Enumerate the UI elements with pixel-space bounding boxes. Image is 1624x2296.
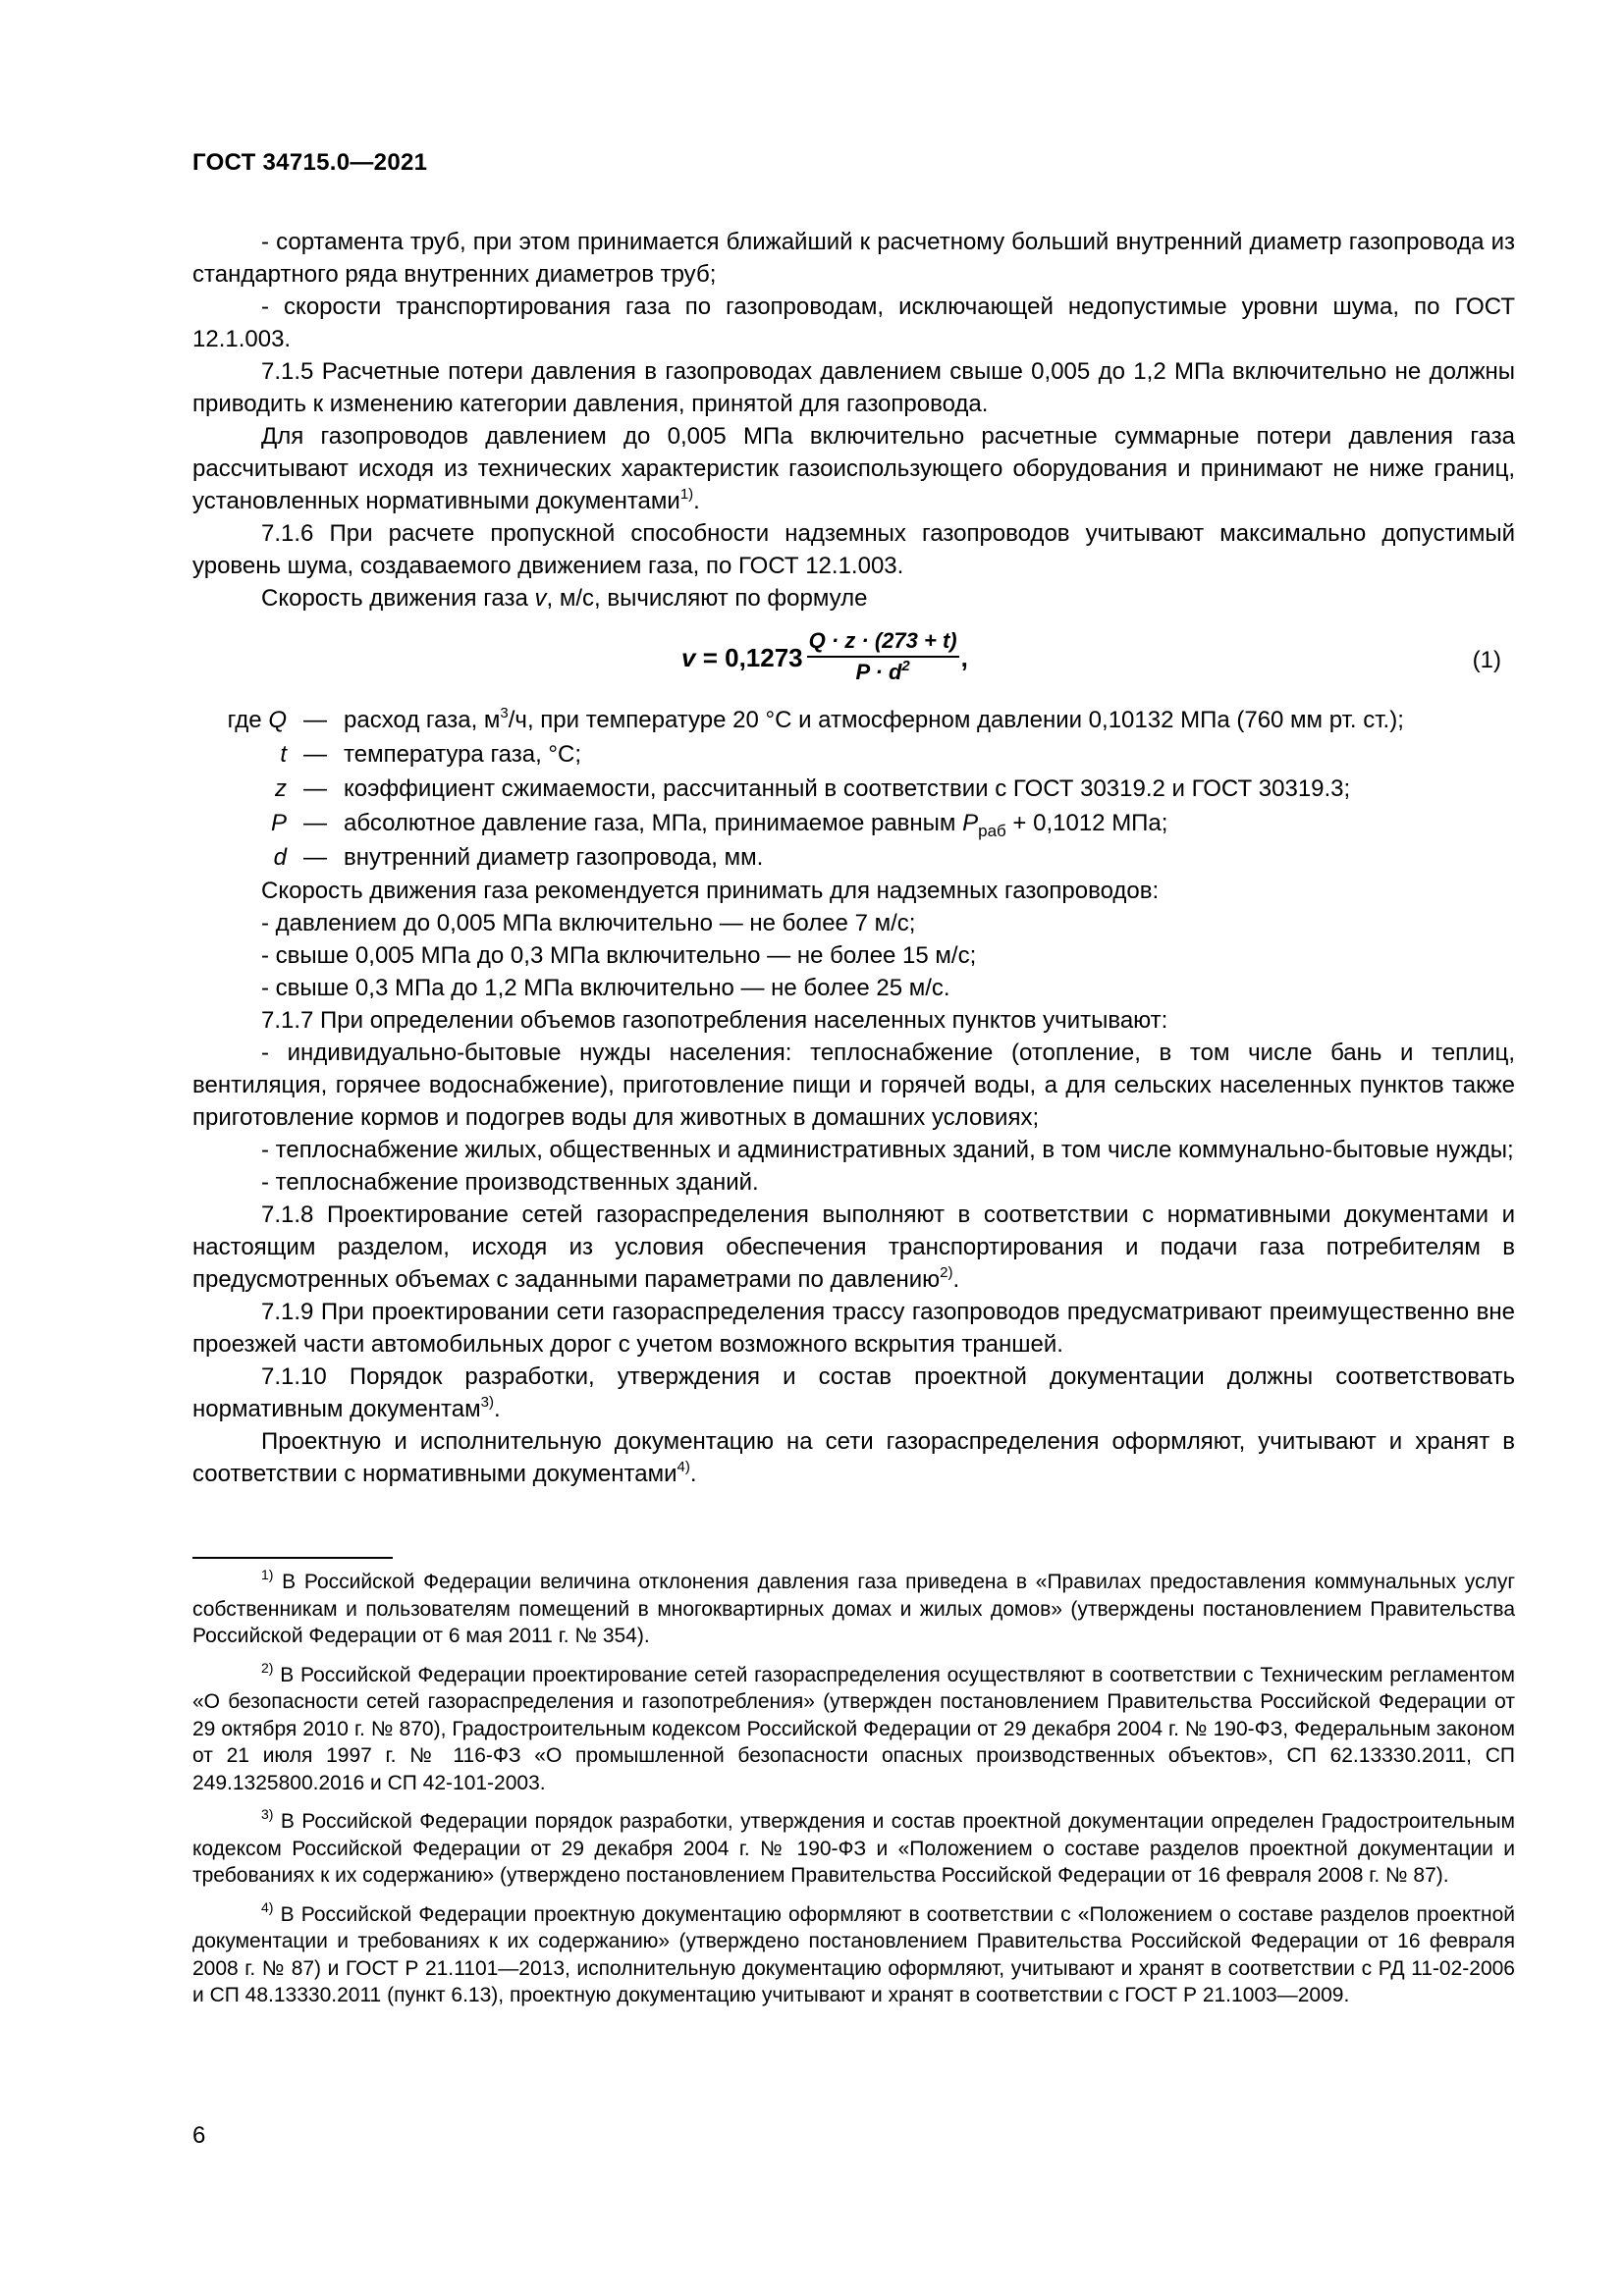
paragraph-7-1-7: 7.1.7 При определении объемов газопотребления населенных пунктов учитывают:: [261, 1007, 1168, 1034]
formula-1: [192, 618, 1515, 705]
variable-row-q: где Q — расход газа, $м^3/ч$, при температуре 20 °С и атмосферном давлении 0,10132 МПа (760 мм рт. ст.);: [227, 705, 1404, 733]
paragraph: Проектную и исполнительную документацию на сети газораспределения оформляют, учитывают и хранят в соответствии с нормативными документами$^{4)}$.: [192, 1428, 1515, 1487]
footnote-3: $^{3)}$ В Российской Федерации порядок разработки, утверждения и состав проектной документации определен Градостроительным кодексом Российской Федерации от 29 декабря 2004 г. № 190-ФЗ и «Положением о составе разделов проектной документации и требованиях к их содержанию» (утверждено постановлением Правительства Российской Федерации от 16 февраля 2008 г. № 87).: [192, 1806, 1515, 1887]
list-item: - теплоснабжение производственных зданий.: [261, 1169, 759, 1196]
formula-denominator: $P \cdot d^2$: [855, 657, 910, 684]
paragraph: Для газопроводов давлением до 0,005 МПа включительно расчетные суммарные потери давления газа рассчитывают исходя из технических характеристик газоиспользующего оборудования и принимают не ниже границ, установленных нормативными документами$^{1)}$.: [192, 423, 1515, 514]
variable-row-p: P — абсолютное давление газа, МПа, принимаемое равным $P_{раб} + 0,1012$ МПа;: [270, 810, 1168, 840]
footnote-2: $^{2)}$ В Российской Федерации проектирование сетей газораспределения осуществляют в соответствии с Техническим регламентом «О безопасности сетей газораспределения и газопотребления» (утвержден постановлением Правительства Российской Федерации от 29 октября 2010 г. № 870), Градостроительным кодексом Российской Федерации от 29 декабря 2004 г. № 190-ФЗ, Федеральным законом от 21 июля 1997 г. № 116-ФЗ «О промышленной безопасности опасных производственных объектов», СП 62.13330.2011, СП 249.1325800.2016 и СП 42-101-2003.: [192, 1659, 1515, 1794]
formula-fraction: [807, 628, 959, 687]
list-item: - свыше 0,3 МПа до 1,2 МПа включительно — не более 25 м/с.: [261, 975, 950, 1001]
footnote-4: $^{4)}$ В Российской Федерации проектную документацию оформляют в соответствии с «Положением о составе разделов проектной документации и требованиях к их содержанию» (утверждено постановлением Правительства Российской Федерации от 16 февраля 2008 г. № 87) и ГОСТ Р 21.1101—2013, исполнительную документацию оформляют, учитывают и хранят в соответствии с РД 11-02-2006 и СП 48.13330.2011 (пункт 6.13), проектную документацию учитывают и хранят в соответствии с ГОСТ Р 21.1003—2009.: [192, 1898, 1515, 2006]
paragraph: Скорость движения газа v, м/с, вычисляют по формуле: [261, 585, 868, 612]
footnote-separator: [192, 1557, 393, 1559]
variable-row-t: t — температура газа, °С;: [280, 741, 582, 768]
paragraph-7-1-6: 7.1.6 При расчете пропускной способности надземных газопроводов учитывают максимально допустимый уровень шума, создаваемого движением газа, по ГОСТ 12.1.003.: [192, 520, 1515, 579]
paragraph-7-1-5: 7.1.5 Расчетные потери давления в газопроводах давлением свыше 0,005 до 1,2 МПа включительно не должны приводить к изменению категории давления, принятой для газопровода.: [192, 358, 1515, 417]
document-header: ГОСТ 34715.0—2021: [192, 149, 428, 176]
formula-body: v = 0,1273 $\frac{Q \cdot z \cdot (273 + t)}{P \cdot d^2}$ ,: [681, 628, 968, 687]
paragraph: - скорости транспортирования газа по газопроводам, исключающей недопустимые уровни шума, по ГОСТ 12.1.003.: [192, 294, 1515, 352]
variable-row-d: d — внутренний диаметр газопровода, мм.: [273, 844, 764, 871]
formula-lhs: v: [681, 642, 696, 672]
main-text: [192, 226, 1515, 1490]
list-item: - давлением до 0,005 МПа включительно — не более 7 м/с;: [261, 910, 916, 936]
paragraph: Скорость движения газа рекомендуется принимать для надземных газопроводов:: [261, 878, 1160, 904]
list-item: - теплоснабжение жилых, общественных и административных зданий, в том числе коммунально-бытовые нужды;: [261, 1137, 1514, 1163]
list-item: - индивидуально-бытовые нужды населения: теплоснабжение (отопление, в том числе бань и теплиц, вентиляция, горячее водоснабжение), приготовление пищи и горячей воды, а для сельских населенных пунктов также приготовление кормов и подогрев воды для животных в домашних условиях;: [192, 1040, 1515, 1131]
formula-coefficient: 0,1273: [725, 642, 803, 672]
footnote-ref-3: 3): [480, 1394, 494, 1411]
footnotes: [192, 1569, 1515, 2021]
formula-numerator: Q · z · (273 + t): [807, 628, 959, 658]
footnote-ref-4: 4): [677, 1459, 690, 1475]
list-item: - свыше 0,005 МПа до 0,3 МПа включительно — не более 15 м/с;: [261, 942, 977, 969]
paragraph-7-1-8: 7.1.8 Проектирование сетей газораспределения выполняют в соответствии с нормативными документами и настоящим разделом, исходя из условия обеспечения транспортирования и подачи газа потребителям в предусмотренных объемах с заданными параметрами по давлению$^{2)}$.: [192, 1201, 1515, 1293]
page-number: 6: [192, 2122, 206, 2149]
paragraph-7-1-9: 7.1.9 При проектировании сети газораспределения трассу газопроводов предусматривают преимущественно вне проезжей части автомобильных дорог с учетом возможного вскрытия траншей.: [192, 1299, 1515, 1358]
formula-number: (1): [1472, 647, 1501, 673]
variable-row-z: z — коэффициент сжимаемости, рассчитанный в соответствии с ГОСТ 30319.2 и ГОСТ 30319.3;: [275, 775, 1351, 802]
footnote-1: $^{1)}$ В Российской Федерации величина отклонения давления газа приведена в «Правилах предоставления коммунальных услуг собственникам и пользователям помещений в многоквартирных домах и жилых домов» (утверждены постановлением Правительства Российской Федерации от 6 мая 2011 г. № 354).: [192, 1567, 1515, 1647]
paragraph: - сортамента труб, при этом принимается ближайший к расчетному больший внутренний диаметр газопровода из стандартного ряда внутренних диаметров труб;: [192, 229, 1515, 288]
footnote-ref-2: 2): [940, 1264, 953, 1281]
footnote-ref-1: 1): [679, 486, 694, 503]
paragraph-7-1-10: 7.1.10 Порядок разработки, утверждения и состав проектной документации должны соответствовать нормативным документам$^{3)}$.: [192, 1363, 1515, 1422]
variable-list: [192, 703, 1515, 875]
